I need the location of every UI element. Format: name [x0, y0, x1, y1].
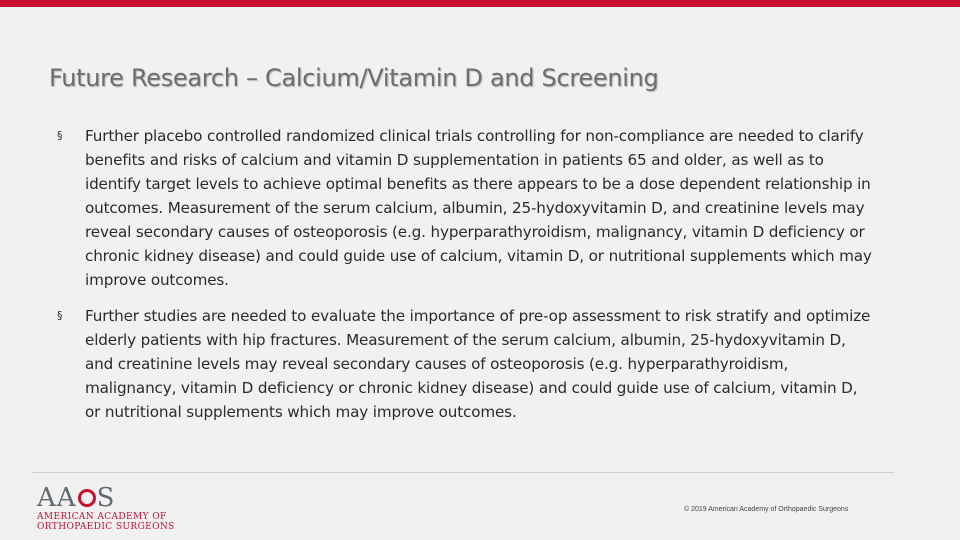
- bullet-list: [57, 124, 877, 436]
- logo-line-2: ORTHOPAEDIC SURGEONS: [37, 522, 175, 532]
- logo-mark: [37, 484, 157, 512]
- logo-o-ring-icon: [78, 489, 96, 507]
- top-accent-bar: [0, 0, 960, 7]
- bullet-marker-icon: §: [57, 309, 63, 322]
- footer-divider: [32, 472, 894, 473]
- slide-title: Future Research – Calcium/Vitamin D and Screening: [49, 64, 659, 92]
- logo-mark-letters: AA: [37, 483, 77, 513]
- copyright-notice: © 2019 American Academy of Orthopaedic Surgeons: [684, 506, 849, 513]
- bullet-marker-icon: §: [57, 129, 63, 142]
- bullet-text: Further studies are needed to evaluate the importance of pre-op assessment to risk stratify and optimize elderly patients with hip fractures. Measurement of the serum calcium, albumin, 25-hydoxyvitamin D, and creatinine levels may reveal secondary causes of osteoporosis (e.g. hyperparathyroidism, malignancy, vitamin D deficiency or chronic kidney disease) and could guide use of calcium, vitamin D, or nutritional supplements which may improve outcomes.: [85, 307, 871, 421]
- logo-line-1: AMERICAN ACADEMY OF: [37, 512, 167, 522]
- logo-mark-letter-s: S: [96, 483, 116, 513]
- bullet-item: [57, 304, 877, 424]
- aaos-logo: [37, 483, 175, 532]
- bullet-text: Further placebo controlled randomized clinical trials controlling for non-compliance are needed to clarify benefits and risks of calcium and vitamin D supplementation in patients 65 and older, as well as to identify target levels to achieve optimal benefits as there appears to be a dose dependent relationship in outcomes. Measurement of the serum calcium, albumin, 25-hydoxyvitamin D, and creatinine levels may reveal secondary causes of osteoporosis (e.g. hyperparathyroidism, malignancy, vitamin D deficiency or chronic kidney disease) and could guide use of calcium, vitamin D, or nutritional supplements which may improve outcomes.: [85, 127, 872, 289]
- bullet-item: [57, 124, 877, 292]
